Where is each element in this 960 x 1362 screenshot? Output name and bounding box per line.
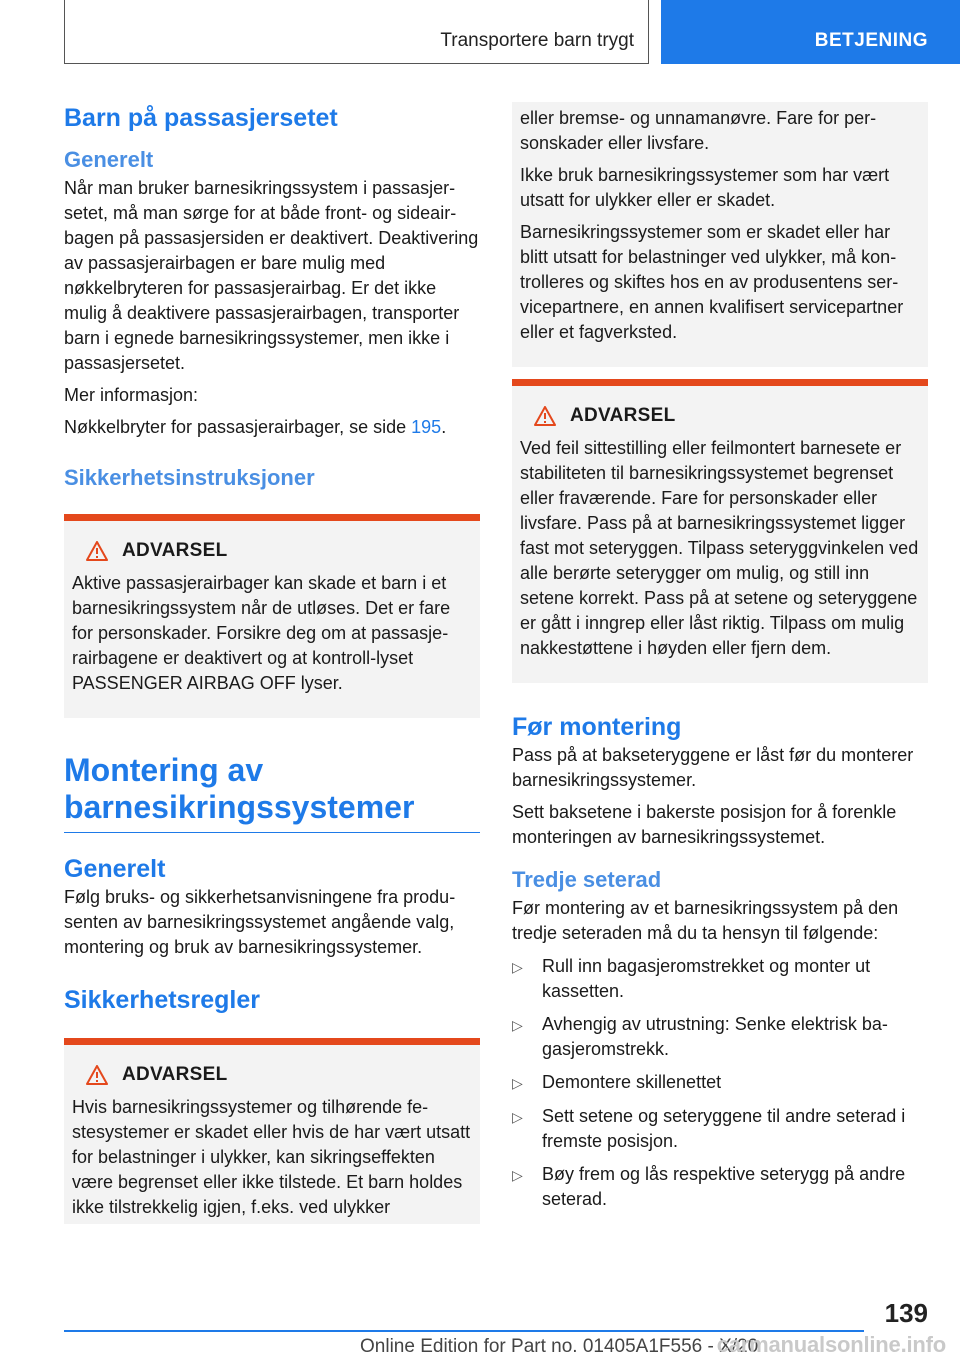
warning-text: Hvis barnesikringssystemer og tilhørende festesystemer er skadet eller hvis de har vært utsatt for belastninger i ulykker, kan sikringseffekten være begrenset eller ikke tilstede. Et barn holdes ikke tilstrekkelig igjen, f.eks. ved ulykker <box>72 1097 471 1217</box>
heading-montering: Montering av barnesikringssystemer <box>64 752 480 833</box>
list-item: ▷ Avhengig av utrustning: Senke elektrisk bagasjeromstrekk. <box>512 1012 928 1062</box>
warning-text-continued: eller bremse- og unnamanøvre. Fare for personskader eller livsfare. <box>520 108 877 153</box>
page-number: 139 <box>884 1298 928 1328</box>
triangle-bullet-icon: ▷ <box>512 1017 523 1033</box>
paragraph-generelt-2: Følg bruks- og sikkerhetsanvisningene fra produsenten av barnesikringssystemet angående valg, montering og bruk av barnesikringssystemer. <box>64 887 456 957</box>
left-column <box>64 100 480 1224</box>
list-item: ▷ Bøy frem og lås respektive seterygg på andre seterad. <box>512 1162 928 1212</box>
bullet-list <box>512 954 928 1212</box>
section-title: Transportere barn trygt <box>440 30 634 51</box>
heading-for-montering: Før montering <box>512 713 682 741</box>
watermark: carmanualsonline.info <box>716 1332 946 1357</box>
paragraph-for-montering-2: Sett baksetene i bakerste posisjon for å forenkle monteringen av barnesikringssystemet. <box>512 802 897 847</box>
heading-barn-passasjersetet: Barn på passasjersetet <box>64 104 338 132</box>
paragraph-for-montering-1: Pass på at bakseteryggene er låst før du monterer barnesikringssystemer. <box>512 745 914 790</box>
heading-tredje-seterad: Tredje seterad <box>512 867 662 892</box>
warning-box-continuation <box>512 102 928 367</box>
warning-triangle-icon <box>534 406 556 426</box>
list-item: ▷ Demontere skillenettet <box>512 1070 928 1096</box>
chapter-title: BETJENING <box>814 30 928 51</box>
paragraph-mer-informasjon: Mer informasjon: <box>64 385 199 405</box>
paragraph-tredje-seterad: Før montering av et barnesikringssystem på den tredje seteraden må du ta hensyn til følgende: <box>512 898 899 943</box>
warning-triangle-icon <box>86 541 108 561</box>
warning-title: ADVARSEL <box>122 540 228 561</box>
header-chapter-tab[interactable] <box>661 0 960 64</box>
warning-text-check-replace: Barnesikringssystemer som er skadet eller har blitt utsatt for belastninger ved ulykker, må kontrolleres og skiftes hos en av produsentens servicepartnere, en annen kvalifisert servicepartner eller et fagverksted. <box>520 222 904 342</box>
warning-box-airbag <box>64 514 480 718</box>
heading-sikkerhetsinstruksjoner: Sikkerhetsinstruksjoner <box>64 465 315 490</box>
warning-title: ADVARSEL <box>122 1064 228 1085</box>
heading-sikkerhetsregler: Sikkerhetsregler <box>64 986 260 1014</box>
warning-triangle-icon <box>86 1065 108 1085</box>
warning-text: Ved feil sittestilling eller feilmontert barnesete er stabiliteten til barnesikringssystemet begrenset eller fraværende. Fare for personskader eller livsfare. Pass på at barnesikringssystemet ligger fast mot seteryggen. Tilpass seteryggvinkelen ved alle berørte seterygger om mulig, og still inn setene korrekt. Pass på at setene og seteryggene er gått i inngrep eller låst riktig. Tilpass om mulig nakkestøttene i høyden eller fjern dem. <box>520 438 919 658</box>
paragraph-generelt: Når man bruker barnesikringssystem i passasjersetet, må man sørge for at både front- og sideairbagen på passasjersiden er deaktivert. Deaktivering av passasjerairbagen er bare mulig med nøkkelbryteren for passasjerairbag. Er det ikke mulig å deaktivere passasjerairbagen, transporter barn i egnede barnesikringssystemer, men ikke i passasjersetet. <box>64 178 479 373</box>
triangle-bullet-icon: ▷ <box>512 1109 523 1125</box>
triangle-bullet-icon: ▷ <box>512 959 523 975</box>
triangle-bullet-icon: ▷ <box>512 1075 523 1091</box>
warning-box-damaged-systems <box>64 1038 480 1224</box>
heading-generelt-2: Generelt <box>64 855 166 883</box>
heading-generelt: Generelt <box>64 147 154 172</box>
warning-box-seating <box>512 379 928 683</box>
triangle-bullet-icon: ▷ <box>512 1167 523 1183</box>
header-section-box <box>64 0 649 64</box>
edition-text: Online Edition for Part no. 01405A1F556 - X/20 <box>360 1336 759 1357</box>
right-column <box>512 102 928 1220</box>
page-link-195[interactable]: 195 <box>411 417 442 437</box>
list-item: ▷ Rull inn bagasjeromstrekket og monter ut kassetten. <box>512 954 928 1004</box>
warning-text-no-damaged: Ikke bruk barnesikringssystemer som har vært utsatt for ulykker eller er skadet. <box>520 165 890 210</box>
paragraph-nokkelbryter: Nøkkelbryter for passasjerairbager, se side 195. <box>64 417 447 437</box>
warning-text: Aktive passasjerairbager kan skade et barn i et barnesikringssystem når de utløses. Det er fare for personskader. Forsikre deg om at passasjerairbagene er deaktivert og at kontroll-lyset PASSENGER AIRBAG OFF lyser. <box>72 573 451 693</box>
warning-title: ADVARSEL <box>570 405 676 426</box>
list-item: ▷ Sett setene og seteryggene til andre seterad i fremste posisjon. <box>512 1104 928 1154</box>
